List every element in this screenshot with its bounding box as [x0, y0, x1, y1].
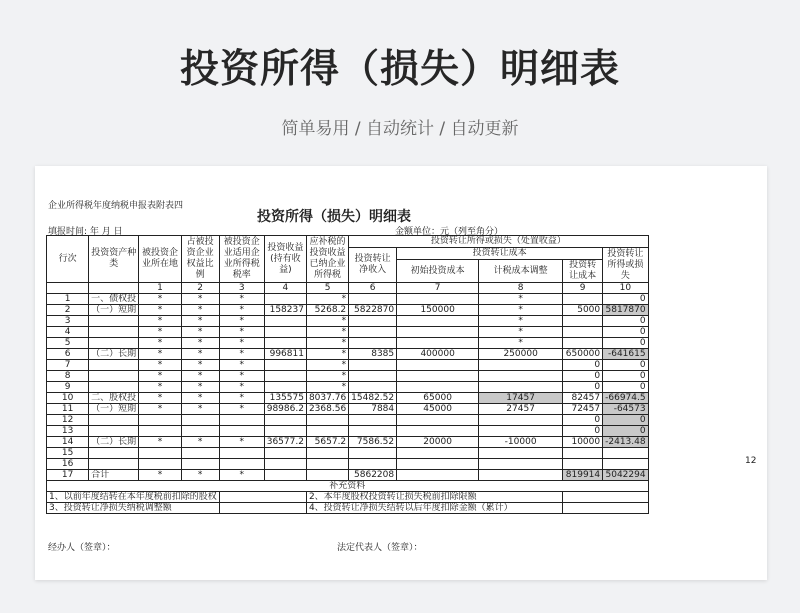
- table-cell: 250000: [479, 349, 563, 360]
- supplement-title-row: [47, 481, 649, 492]
- table-body: [47, 236, 649, 514]
- table-cell: *: [181, 393, 219, 404]
- supplement-title: 补充资料: [47, 481, 649, 492]
- table-cell: -641615: [603, 349, 648, 360]
- table-cell: 2: [47, 305, 89, 316]
- table-cell: *: [139, 305, 181, 316]
- table-cell: *: [219, 470, 264, 481]
- table-cell: 4: [47, 327, 89, 338]
- table-cell: [89, 426, 139, 437]
- table-cell: 11: [47, 404, 89, 415]
- table-cell: （一）短期: [89, 305, 139, 316]
- header-net-income: 投资转让净收入: [349, 248, 397, 283]
- table-cell: 0: [563, 426, 603, 437]
- table-cell: 82457: [563, 393, 603, 404]
- table-cell: （二）长期: [89, 349, 139, 360]
- table-cell: *: [139, 470, 181, 481]
- table-cell: 8: [47, 371, 89, 382]
- table-cell: 98986.2: [264, 404, 306, 415]
- table-cell: [563, 448, 603, 459]
- table-cell: 1: [47, 294, 89, 305]
- table-cell: 9: [47, 382, 89, 393]
- table-cell: *: [139, 393, 181, 404]
- header-cost-group: 投资转让成本: [397, 248, 603, 260]
- table-cell: [219, 503, 306, 514]
- table-cell: *: [181, 338, 219, 349]
- table-cell: *: [181, 316, 219, 327]
- table-cell: *: [181, 360, 219, 371]
- table-cell: [264, 327, 306, 338]
- table-cell: 650000: [563, 349, 603, 360]
- table-cell: [397, 316, 479, 327]
- table-cell: *: [306, 382, 348, 393]
- table-cell: [397, 459, 479, 470]
- table-cell: *: [181, 294, 219, 305]
- table-cell: 0: [603, 360, 648, 371]
- table-cell: [139, 448, 181, 459]
- table-cell: [479, 382, 563, 393]
- table-cell: 0: [603, 338, 648, 349]
- table-cell: *: [139, 338, 181, 349]
- col-number: 8: [479, 283, 563, 294]
- table-cell: *: [219, 327, 264, 338]
- table-cell: 10000: [563, 437, 603, 448]
- table-cell: [264, 294, 306, 305]
- table-cell: [181, 448, 219, 459]
- table-cell: [264, 415, 306, 426]
- table-cell: *: [181, 371, 219, 382]
- table-cell: 0: [563, 360, 603, 371]
- table-cell: [181, 459, 219, 470]
- column-number-row: [47, 283, 649, 294]
- table-cell: [264, 459, 306, 470]
- table-row: [47, 294, 649, 305]
- table-cell: [349, 448, 397, 459]
- table-cell: [219, 492, 306, 503]
- table-row: [47, 371, 649, 382]
- table-cell: [306, 448, 348, 459]
- table-cell: [181, 426, 219, 437]
- table-cell: [264, 316, 306, 327]
- table-cell: [89, 459, 139, 470]
- table-cell: *: [306, 371, 348, 382]
- table-cell: [264, 360, 306, 371]
- page-subtitle: 简单易用 / 自动统计 / 自动更新: [281, 119, 519, 139]
- table-cell: 5042294: [603, 470, 648, 481]
- table-cell: [563, 492, 648, 503]
- table-cell: [349, 360, 397, 371]
- table-cell: [89, 360, 139, 371]
- page-number: 12: [745, 456, 757, 466]
- table-cell: [563, 338, 603, 349]
- table-cell: 150000: [397, 305, 479, 316]
- table-cell: [479, 360, 563, 371]
- header-row-1: [47, 236, 649, 248]
- table-cell: [397, 360, 479, 371]
- table-cell: [219, 448, 264, 459]
- header-tax-rate: 被投资企业适用企业所得税税率: [219, 236, 264, 283]
- table-cell: [349, 338, 397, 349]
- table-cell: *: [219, 349, 264, 360]
- table-cell: 400000: [397, 349, 479, 360]
- table-cell: [89, 382, 139, 393]
- table-cell: 一、债权投: [89, 294, 139, 305]
- table-cell: [89, 316, 139, 327]
- table-row: [47, 437, 649, 448]
- table-cell: *: [139, 294, 181, 305]
- supplement-row: [47, 492, 649, 503]
- table-cell: [397, 327, 479, 338]
- table-cell: （一）短期: [89, 404, 139, 415]
- table-cell: *: [479, 327, 563, 338]
- header-asset-type: 投资资产种类: [89, 236, 139, 283]
- table-cell: [563, 459, 603, 470]
- table-row: [47, 470, 649, 481]
- table-cell: 65000: [397, 393, 479, 404]
- table-cell: [563, 327, 603, 338]
- col-number: 3: [219, 283, 264, 294]
- col-number: 2: [181, 283, 219, 294]
- table-row: [47, 316, 649, 327]
- table-cell: 15: [47, 448, 89, 459]
- supplement-item: 4、投资转让净损失结转以后年度扣除金额（累计）: [306, 503, 562, 514]
- table-cell: [139, 415, 181, 426]
- table-cell: 819914: [563, 470, 603, 481]
- table-cell: [89, 338, 139, 349]
- table-cell: 72457: [563, 404, 603, 415]
- table-cell: 5268.2: [306, 305, 348, 316]
- table-cell: [139, 459, 181, 470]
- table-cell: *: [306, 338, 348, 349]
- table-cell: [479, 459, 563, 470]
- table-cell: 17: [47, 470, 89, 481]
- table-cell: *: [479, 294, 563, 305]
- table-cell: [397, 338, 479, 349]
- table-cell: [479, 415, 563, 426]
- table-cell: 0: [563, 415, 603, 426]
- table-cell: 45000: [397, 404, 479, 415]
- table-cell: *: [139, 316, 181, 327]
- table-cell: [306, 415, 348, 426]
- header-disposal-group: 投资转让所得或损失（处置收益）: [349, 236, 648, 248]
- page-title: 投资所得（损失）明细表: [179, 47, 620, 92]
- supplement-item: 1、以前年度结转在本年度税前扣除的股权: [47, 492, 220, 503]
- table-cell: 135575: [264, 393, 306, 404]
- table-cell: *: [139, 327, 181, 338]
- table-cell: 0: [563, 382, 603, 393]
- table-cell: [349, 415, 397, 426]
- table-cell: *: [181, 327, 219, 338]
- table-cell: *: [181, 404, 219, 415]
- table-cell: [397, 294, 479, 305]
- table-cell: 10: [47, 393, 89, 404]
- table-row: [47, 327, 649, 338]
- table-cell: [306, 470, 348, 481]
- table-cell: *: [306, 327, 348, 338]
- table-row: [47, 393, 649, 404]
- table-cell: 7: [47, 360, 89, 371]
- table-cell: 0: [563, 371, 603, 382]
- table-cell: [219, 459, 264, 470]
- fill-date-label: 填报时间: 年 月 日: [48, 227, 123, 237]
- table-cell: [563, 294, 603, 305]
- table-cell: *: [306, 349, 348, 360]
- table-cell: -10000: [479, 437, 563, 448]
- table-cell: *: [219, 382, 264, 393]
- signer-label: 经办人（签章）：: [48, 543, 116, 553]
- table-cell: [479, 426, 563, 437]
- table-cell: [397, 448, 479, 459]
- table-row: [47, 404, 649, 415]
- table-cell: *: [181, 382, 219, 393]
- table-cell: -2413.48: [603, 437, 648, 448]
- amount-unit-label: 金额单位：元（列至角分）: [395, 227, 504, 237]
- form-corner-label: 企业所得税年度纳税申报表附表四: [48, 201, 184, 211]
- header-initial-cost: 初始投资成本: [397, 260, 479, 283]
- table-cell: *: [306, 316, 348, 327]
- table-row: [47, 305, 649, 316]
- table-cell: [603, 459, 648, 470]
- table-cell: [349, 459, 397, 470]
- table-cell: 7586.52: [349, 437, 397, 448]
- table-cell: 16: [47, 459, 89, 470]
- table-cell: [349, 382, 397, 393]
- table-cell: [264, 382, 306, 393]
- supplement-row: [47, 503, 649, 514]
- header-supplement-tax: 应补税的投资收益已纳企业所得税: [306, 236, 348, 283]
- table-cell: *: [139, 382, 181, 393]
- table-cell: [89, 448, 139, 459]
- table-cell: [397, 371, 479, 382]
- table-row: [47, 426, 649, 437]
- supplement-item: 3、投资转让净损失纳税调整额: [47, 503, 220, 514]
- table-cell: 0: [603, 382, 648, 393]
- table-row: [47, 382, 649, 393]
- table-cell: 996811: [264, 349, 306, 360]
- table-cell: [139, 426, 181, 437]
- table-cell: [563, 503, 648, 514]
- table-cell: *: [181, 349, 219, 360]
- table-cell: 0: [603, 415, 648, 426]
- investment-table: [46, 235, 649, 514]
- col-number: 9: [563, 283, 603, 294]
- table-cell: *: [219, 371, 264, 382]
- header-gain-loss: 投资转让所得或损失: [603, 248, 648, 283]
- table-cell: 0: [603, 426, 648, 437]
- table-cell: [563, 316, 603, 327]
- table-cell: 158237: [264, 305, 306, 316]
- table-cell: [397, 470, 479, 481]
- header-holding-income: 投资收益(持有收益): [264, 236, 306, 283]
- table-row: [47, 459, 649, 470]
- table-row: [47, 415, 649, 426]
- table-cell: [219, 415, 264, 426]
- table-cell: （二）长期: [89, 437, 139, 448]
- table-cell: *: [479, 316, 563, 327]
- table-cell: [264, 371, 306, 382]
- table-cell: 7884: [349, 404, 397, 415]
- table-cell: 5862208: [349, 470, 397, 481]
- table-cell: *: [219, 294, 264, 305]
- table-cell: 合计: [89, 470, 139, 481]
- col-number: 7: [397, 283, 479, 294]
- table-cell: *: [479, 338, 563, 349]
- table-cell: [349, 327, 397, 338]
- table-cell: 8385: [349, 349, 397, 360]
- table-row: [47, 338, 649, 349]
- table-cell: *: [139, 404, 181, 415]
- supplement-item: 2、本年度股权投资转让损失税前扣除限额: [306, 492, 562, 503]
- table-cell: *: [306, 360, 348, 371]
- table-cell: 17457: [479, 393, 563, 404]
- table-row: [47, 349, 649, 360]
- table-cell: -64573: [603, 404, 648, 415]
- table-cell: 0: [603, 327, 648, 338]
- table-cell: *: [181, 437, 219, 448]
- table-cell: 14: [47, 437, 89, 448]
- table-cell: 12: [47, 415, 89, 426]
- table-cell: *: [139, 371, 181, 382]
- col-number: 10: [603, 283, 648, 294]
- table-cell: 5817870: [603, 305, 648, 316]
- table-cell: [89, 415, 139, 426]
- table-cell: [479, 448, 563, 459]
- table-row: [47, 448, 649, 459]
- table-cell: 5822870: [349, 305, 397, 316]
- table-cell: 20000: [397, 437, 479, 448]
- table-cell: 6: [47, 349, 89, 360]
- header-equity-ratio: 占被投资企业权益比例: [181, 236, 219, 283]
- table-cell: [603, 448, 648, 459]
- table-cell: [89, 327, 139, 338]
- table-cell: 5657.2: [306, 437, 348, 448]
- header-location: 被投资企业所在地: [139, 236, 181, 283]
- table-cell: *: [306, 294, 348, 305]
- table-cell: 0: [603, 316, 648, 327]
- table-cell: *: [181, 305, 219, 316]
- table-cell: [397, 415, 479, 426]
- table-cell: *: [181, 470, 219, 481]
- table-cell: [349, 294, 397, 305]
- table-cell: [181, 415, 219, 426]
- table-cell: [397, 426, 479, 437]
- table-cell: 二、股权投: [89, 393, 139, 404]
- table-cell: 8037.76: [306, 393, 348, 404]
- table-cell: 27457: [479, 404, 563, 415]
- table-cell: *: [219, 393, 264, 404]
- table-cell: [264, 426, 306, 437]
- col-number: 6: [349, 283, 397, 294]
- table-cell: 13: [47, 426, 89, 437]
- table-cell: *: [219, 305, 264, 316]
- col-number: 4: [264, 283, 306, 294]
- table-cell: [306, 459, 348, 470]
- table-cell: -66974.5: [603, 393, 648, 404]
- table-cell: [264, 338, 306, 349]
- table-cell: *: [219, 338, 264, 349]
- table-cell: [219, 426, 264, 437]
- table-cell: 0: [603, 371, 648, 382]
- col-number: 5: [306, 283, 348, 294]
- table-cell: [306, 426, 348, 437]
- table-cell: *: [479, 305, 563, 316]
- table-cell: [349, 316, 397, 327]
- table-cell: 5: [47, 338, 89, 349]
- header-transfer-cost: 投资转让成本: [563, 260, 603, 283]
- table-cell: [264, 470, 306, 481]
- table-cell: *: [219, 404, 264, 415]
- header-row-no: 行次: [47, 236, 89, 283]
- table-cell: 0: [603, 294, 648, 305]
- col-number: 1: [139, 283, 181, 294]
- table-cell: [89, 371, 139, 382]
- table-cell: [479, 371, 563, 382]
- table-cell: *: [219, 360, 264, 371]
- table-cell: 2368.56: [306, 404, 348, 415]
- table-cell: *: [139, 360, 181, 371]
- table-cell: *: [139, 349, 181, 360]
- table-cell: [349, 426, 397, 437]
- table-cell: *: [139, 437, 181, 448]
- table-cell: [349, 371, 397, 382]
- legal-rep-label: 法定代表人（签章）：: [337, 543, 423, 553]
- table-cell: 3: [47, 316, 89, 327]
- form-sheet: [35, 166, 767, 580]
- table-cell: 15482.52: [349, 393, 397, 404]
- header-tax-adjust: 计税成本调整: [479, 260, 563, 283]
- table-cell: 5000: [563, 305, 603, 316]
- table-cell: [264, 448, 306, 459]
- table-row: [47, 360, 649, 371]
- table-cell: [397, 382, 479, 393]
- form-title: 投资所得（损失）明细表: [257, 209, 411, 225]
- table-cell: *: [219, 437, 264, 448]
- table-cell: [479, 470, 563, 481]
- table-cell: 36577.2: [264, 437, 306, 448]
- table-cell: *: [219, 316, 264, 327]
